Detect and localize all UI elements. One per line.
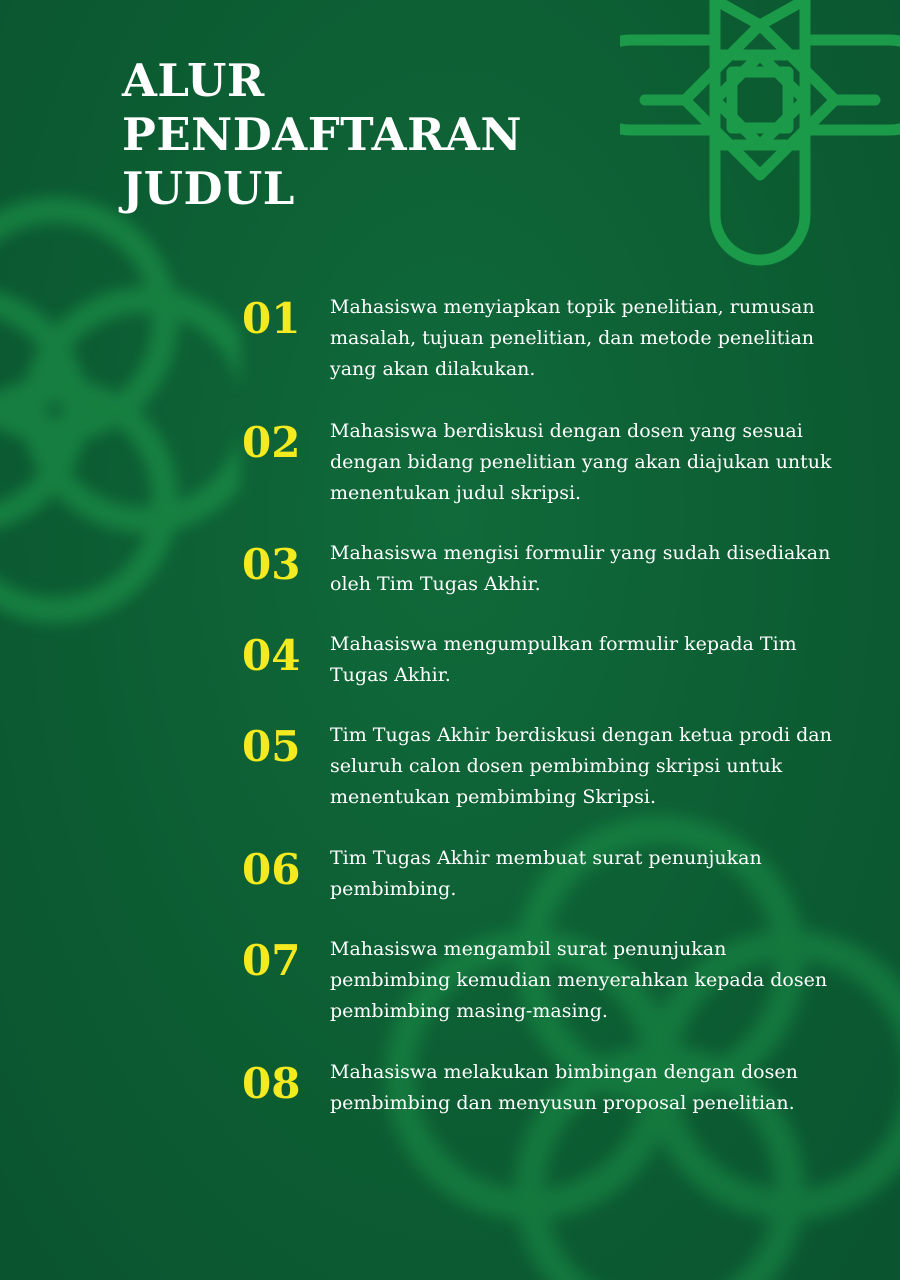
step-item-01 <box>242 292 842 416</box>
step-item-02 <box>242 416 842 538</box>
step-text: Mahasiswa mengambil surat penunjukan pembimbing kemudian menyerahkan kepada dosen pembimbing masing-masing. <box>330 938 828 1022</box>
title-line-1: ALUR <box>122 54 265 107</box>
step-number: 05 <box>242 722 301 771</box>
step-text: Mahasiswa melakukan bimbingan dengan dosen pembimbing dan menyusun proposal penelitian. <box>330 1061 798 1114</box>
page-title <box>122 54 542 216</box>
title-line-2: PENDAFTARAN <box>122 108 523 161</box>
step-text: Mahasiswa mengumpulkan formulir kepada Tim Tugas Akhir. <box>330 633 797 686</box>
step-item-03 <box>242 538 842 629</box>
step-text: Tim Tugas Akhir membuat surat penunjukan pembimbing. <box>330 847 762 900</box>
step-number: 01 <box>242 294 301 343</box>
steps-list <box>242 292 842 1148</box>
step-number: 03 <box>242 540 301 589</box>
step-number: 07 <box>242 936 301 985</box>
step-item-05 <box>242 720 842 843</box>
step-number: 02 <box>242 418 301 467</box>
step-number: 08 <box>242 1059 301 1108</box>
step-item-07 <box>242 934 842 1057</box>
step-text: Mahasiswa mengisi formulir yang sudah disediakan oleh Tim Tugas Akhir. <box>330 542 831 595</box>
step-number: 06 <box>242 845 301 894</box>
islamic-ornament-left-icon <box>0 150 240 670</box>
step-text: Mahasiswa berdiskusi dengan dosen yang sesuai dengan bidang penelitian yang akan diajukan untuk menentukan judul skripsi. <box>330 420 832 504</box>
step-item-08 <box>242 1057 842 1148</box>
title-line-3: JUDUL <box>122 162 295 215</box>
step-number: 04 <box>242 631 301 680</box>
step-text: Tim Tugas Akhir berdiskusi dengan ketua prodi dan seluruh calon dosen pembimbing skripsi untuk menentukan pembimbing Skripsi. <box>330 724 832 808</box>
step-text: Mahasiswa menyiapkan topik penelitian, rumusan masalah, tujuan penelitian, dan metode penelitian yang akan dilakukan. <box>330 296 815 380</box>
step-item-04 <box>242 629 842 720</box>
islamic-geometric-ornament-icon <box>620 0 900 280</box>
step-item-06 <box>242 843 842 934</box>
